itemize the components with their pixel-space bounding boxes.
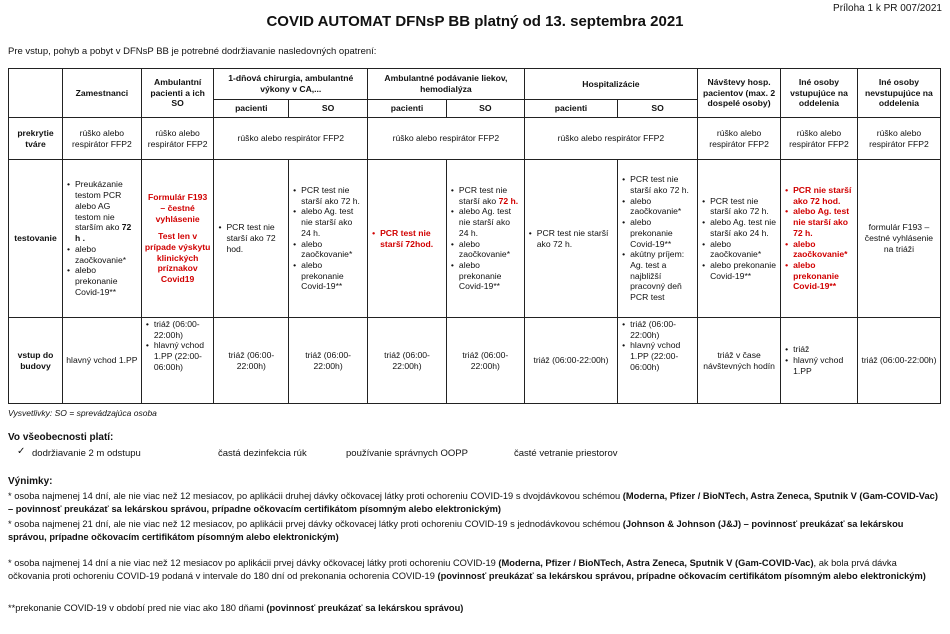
cell: triáž (06:00-22:00h) [214, 318, 289, 404]
cell-text: • alebo Ag. test nie starší ako 72 h. [793, 206, 854, 238]
header-row [9, 69, 941, 100]
cell-text: • PCR test nie starší 72hod. [380, 228, 443, 249]
cell: hlavný vchod 1.PP [62, 318, 141, 404]
note-text: (povinnosť preukázať sa lekárskou správou, prípadne očkovacím certifikátom písomným alebo elektronickým) [437, 570, 926, 581]
cell: triáž (06:00-22:00h) [368, 318, 447, 404]
cell [62, 160, 141, 318]
cell [214, 160, 289, 318]
cell-text: • alebo Ag. test nie starší ako 24 h. [459, 206, 521, 238]
cell: triáž (06:00-22:00h) [289, 318, 368, 404]
note-text: (povinnosť preukázať sa lekárskou správou) [266, 603, 464, 613]
cell-text: • alebo prekonanie Covid-19** [75, 265, 138, 297]
general-item: dodržiavanie 2 m odstupu [32, 448, 141, 459]
note-text: **prekonanie COVID-19 v období pred nie viac ako 180 dňami [8, 603, 267, 613]
page-title: COVID AUTOMAT DFNsP BB platný od 13. septembra 2021 [266, 13, 684, 30]
cell [289, 160, 368, 318]
subheader-so: SO [618, 100, 698, 118]
subheader-so: SO [289, 100, 368, 118]
cell-text: • alebo zaočkovanie* [630, 196, 694, 217]
header-outpatient: Ambulantní pacienti a ich SO [141, 69, 214, 118]
cell-text: • triáž (06:00-22:00h) [630, 319, 694, 340]
cell [781, 160, 858, 318]
cell [781, 318, 858, 404]
general-title: Vo všeobecnosti platí: [8, 432, 114, 443]
exception-note [8, 557, 938, 582]
cell-text: • alebo zaočkovanie* [75, 244, 138, 265]
cell-text: • akútny príjem: Ag. test a najbližší pracovný deň PCR test [630, 249, 694, 303]
cell-text: • PCR test nie starší ako 72 hod. [226, 222, 285, 254]
cell-text: 72 h . [74, 222, 132, 244]
cell-text: • triáž [793, 344, 854, 355]
cell-text: • hlavný vchod 1.PP (22:00-06:00h) [630, 340, 694, 372]
note-text: , ak bola prvá dávka očkovania proti ochoreniu COVID-19 podaná v intervale do 180 dní od prekonania ochorenia COVID-19 [8, 558, 897, 581]
subheader-so: SO [446, 100, 524, 118]
cell-text: • alebo zaočkovanie* [710, 239, 777, 260]
intro-text: Pre vstup, pohyb a pobyt v DFNsP BB je potrebné dodržiavanie nasledovných opatrení: [8, 46, 377, 57]
cell: triáž v čase návštevných hodín [698, 318, 781, 404]
cell [141, 160, 214, 318]
header-others-in: Iné osoby vstupujúce na oddelenia [781, 69, 858, 118]
cell: triáž (06:00-22:00h) [857, 318, 940, 404]
cell-text: • hlavný vchod 1.PP [793, 355, 854, 376]
exception-note [8, 518, 938, 543]
cell-text: • alebo prekonanie Covid-19** [301, 260, 364, 292]
annex-label: Príloha 1 k PR 007/2021 [833, 3, 942, 14]
row-label: prekrytie tváre [9, 118, 63, 160]
cell-text: Preukázanie testom PCR alebo AG testom nie starším ako [74, 179, 123, 233]
note-text: (Johnson & Johnson (J&J) – povinnosť preukázať sa lekárskou správou, prípadne očkovacím certifikátom písomným alebo elektronickým) [8, 519, 904, 542]
note-text: * osoba najmenej 21 dní, ale nie viac než 12 mesiacov, po aplikácii prvej dávky očkovacej látky proti ochoreniu COVID-19 s jednodávkovou schémou [8, 519, 623, 529]
cell-text: • alebo Ag. test nie starší ako 24 h. [301, 206, 364, 238]
cell-text: • alebo zaočkovanie* [793, 239, 854, 260]
cell [141, 318, 214, 404]
general-item: častá dezinfekcia rúk [218, 448, 307, 459]
cell: rúško alebo respirátor FFP2 [857, 118, 940, 160]
note-text: * osoba najmenej 14 dní a nie viac než 12 mesiacov po aplikácii prvej dávky očkovacej látky proti ochoreniu COVID-19 [8, 558, 499, 568]
cell [698, 160, 781, 318]
cell-text: Formulár F193 – čestné vyhlásenie [148, 192, 208, 224]
exceptions-title: Výnimky: [8, 476, 53, 487]
cell-text: • alebo Ag. test nie starší ako 24 h. [710, 217, 777, 238]
cell [446, 160, 524, 318]
cell-text: • triáž (06:00-22:00h) [154, 319, 211, 340]
subheader-patients: pacienti [368, 100, 447, 118]
general-item: používanie správnych OOPP [346, 448, 468, 459]
rules-table [8, 68, 941, 404]
cell-text: • alebo prekonanie Covid-19** [630, 217, 694, 249]
cell-text: • alebo zaočkovanie* [301, 239, 364, 260]
cell: formulár F193 – čestné vyhlásenie na triáži [857, 160, 940, 318]
row-face [9, 118, 941, 160]
cell: rúško alebo respirátor FFP2 [214, 118, 368, 160]
cell: rúško alebo respirátor FFP2 [141, 118, 214, 160]
cell: rúško alebo respirátor FFP2 [781, 118, 858, 160]
header-surgery: 1-dňová chirurgia, ambulantné výkony v CA,... [214, 69, 368, 100]
header-drugs: Ambulantné podávanie liekov, hemodialýza [368, 69, 525, 100]
cell-text: • alebo zaočkovanie* [459, 239, 521, 260]
cell [618, 318, 698, 404]
header-others-out: Iné osoby nevstupujúce na oddelenia [857, 69, 940, 118]
cell-text: Test len v prípade výskytu klinických príznakov Covid19 [144, 231, 211, 285]
cell-text: • PCR test nie starší ako 72 h. [301, 185, 364, 206]
note-text: * osoba najmenej 14 dní, ale nie viac než 12 mesiacov, po aplikácii druhej dávky očkovacej látky proti ochoreniu COVID-19 s dvojdávkovou schémou [8, 491, 623, 501]
exception-note [8, 602, 938, 615]
cell-text: • alebo prekonanie Covid-19** [793, 260, 854, 292]
cell-text: • PCR test nie starší ako 72 h. [710, 196, 777, 217]
cell-text: • PCR test nie starší ako 72 h. [537, 228, 614, 249]
row-label: vstup do budovy [9, 318, 63, 404]
cell [368, 160, 447, 318]
cell [524, 160, 617, 318]
note-text: (Moderna, Pfizer / BioNTech, Astra Zeneca, Sputnik V (Gam-COVID-Vac) – povinnosť preukázať sa lekárskou správou, prípadne očkovacím certifikátom písomným alebo elektronickým) [8, 491, 938, 514]
header-employees: Zamestnanci [62, 69, 141, 118]
header-hosp: Hospitalizácie [524, 69, 697, 100]
cell: triáž (06:00-22:00h) [524, 318, 617, 404]
legend-note: Vysvetlivky: SO = sprevádzajúca osoba [8, 408, 157, 418]
row-test [9, 160, 941, 318]
exception-note [8, 490, 938, 515]
row-entry [9, 318, 941, 404]
header-visits: Návštevy hosp. pacientov (max. 2 dospelé osoby) [698, 69, 781, 118]
cell: rúško alebo respirátor FFP2 [698, 118, 781, 160]
general-item: časté vetranie priestorov [514, 448, 618, 459]
note-text: (Moderna, Pfizer / BioNTech, Astra Zeneca, Sputnik V (Gam-COVID-Vac) [498, 558, 814, 568]
cell-text: • hlavný vchod 1.PP (22:00-06:00h) [154, 340, 211, 372]
cell [618, 160, 698, 318]
cell-text: • alebo prekonanie Covid-19** [459, 260, 521, 292]
subheader-patients: pacienti [524, 100, 617, 118]
cell-text: • alebo prekonanie Covid-19** [710, 260, 777, 281]
cell-text: • PCR nie starší ako 72 hod. [793, 185, 854, 206]
subheader-patients: pacienti [214, 100, 289, 118]
check-icon: ✓ [17, 446, 26, 457]
cell: rúško alebo respirátor FFP2 [62, 118, 141, 160]
cell-text: PCR test nie starší ako [458, 184, 508, 206]
cell-text: 72 h. [498, 195, 519, 206]
header-empty [9, 69, 63, 118]
cell: triáž (06:00-22:00h) [446, 318, 524, 404]
row-label: testovanie [9, 160, 63, 318]
cell: rúško alebo respirátor FFP2 [524, 118, 697, 160]
cell-text: • PCR test nie starší ako 72 h. [630, 174, 694, 195]
cell: rúško alebo respirátor FFP2 [368, 118, 525, 160]
